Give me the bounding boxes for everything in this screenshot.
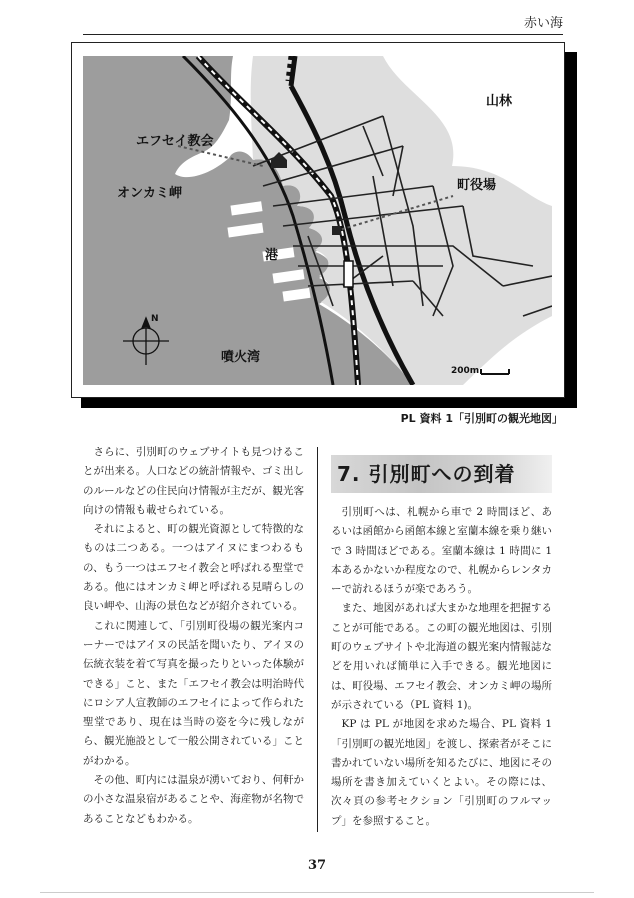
- label-mountain-forest: 山林: [486, 94, 513, 109]
- paragraph: さらに、引別町のウェブサイトも見つけることが出来る。人口などの統計情報や、ゴミ出しのルールなどの住民向け情報が主だが、観光客向けの情報も載せられている。: [83, 446, 304, 516]
- paragraph: また、地図があれば大まかな地理を把握することが可能である。この町の観光地図は、引別町のウェブサイトや北海道の観光案内情報誌などを用いれば簡単に入手できる。観光地図には、町役場、エフセイ教会、オンカミ岬の場所が示されている（PL 資料 1)。: [331, 602, 552, 711]
- paragraph: それによると、町の観光資源として特徴的なものは二つある。一つはアイヌにまつわるもの、もう一つはエフセイ教会と呼ばれる聖堂である。他にはオンカミ岬と呼ばれる見晴らしの良い岬や、山海の景色などが紹介されている。: [83, 523, 304, 613]
- label-efusei-church: エフセイ教会: [136, 134, 214, 149]
- label-scale: 200m: [451, 366, 480, 376]
- page-number: 37: [307, 858, 327, 873]
- map-graphic: [83, 56, 552, 385]
- label-town-hall: 町役場: [457, 178, 497, 193]
- station-marker: [344, 261, 353, 287]
- paragraph: KP は PL が地図を求めた場合、PL 資料 1「引別町の観光地図」を渡し、探索者がそこに書かれていない場所を知るたびに、地図にその場所を書き加えていくとよい。その際には、次々頁の参考セクション「引別町のフルマップ」を参照すること。: [331, 718, 552, 827]
- tourist-map: [83, 56, 552, 385]
- section-heading: 7. 引別町への到着: [331, 455, 552, 493]
- running-title: 赤い海: [523, 16, 563, 31]
- right-column: [331, 503, 552, 831]
- label-okamimisaki: オンカミ岬: [117, 186, 183, 201]
- bottom-rule: [40, 892, 594, 893]
- label-port: 港: [265, 248, 279, 263]
- label-funka-bay: 噴火湾: [221, 350, 261, 365]
- paragraph: その他、町内には温泉が湧いており、何軒かの小さな温泉宿があることや、海産物が名物であることなどもわかる。: [83, 774, 304, 825]
- paragraph: これに関連して、「引別町役場の観光案内コーナーではアイヌの民話を聞いたり、アイヌの伝統衣装を着て写真を撮ったりといった体験ができる」こと、また「エフセイ教会は明治時代にロシア人宣教師のエフセイによって作られた聖堂であり、現在は当時の姿を今に残しながら、観光施設として一般公開されている」ことがわかる。: [83, 619, 304, 767]
- left-column: [83, 443, 304, 829]
- figure-caption: PL 資料 1「引別町の観光地図」: [400, 412, 563, 425]
- running-header: [83, 14, 563, 35]
- paragraph: 引別町へは、札幌から車で 2 時間ほど、あるいは函館から函館本線と室蘭本線を乗り継いで 3 時間ほどである。室蘭本線は 1 時間に 1 本あるかないか程度なので、札幌からレンタカーで訪れるほうが楽であろう。: [331, 506, 552, 596]
- column-divider: [317, 447, 318, 832]
- compass-icon: [123, 318, 169, 365]
- townhall-marker: [332, 226, 341, 235]
- label-north: N: [151, 314, 159, 324]
